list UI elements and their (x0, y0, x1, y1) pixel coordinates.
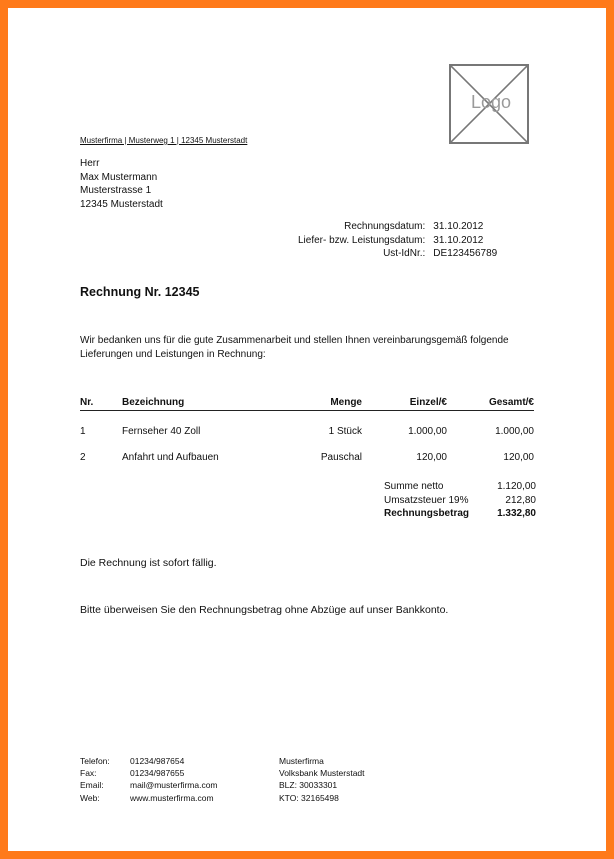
due-text: Die Rechnung ist sofort fällig. (80, 557, 217, 569)
invoice-page (8, 8, 606, 851)
recipient-city: 12345 Musterstadt (80, 198, 163, 210)
footer-value: www.musterfirma.com (130, 792, 214, 803)
recipient-name: Max Mustermann (80, 171, 158, 183)
intro-text: Wir bedanken uns für die gute Zusammenarbeit und stellen Ihnen vereinbarungsgemäß folgende Lieferungen und Leistungen in Rechnung: (80, 335, 509, 360)
meta-label: Liefer- bzw. Leistungsdatum: (298, 234, 426, 246)
totals-block (384, 480, 536, 521)
footer-label: Web: (80, 792, 100, 803)
footer-value: mail@musterfirma.com (130, 780, 218, 791)
footer-label: Email: (80, 780, 104, 791)
row-total: 120,00 (503, 452, 534, 463)
meta-label: Ust-IdNr.: (383, 248, 426, 259)
totals-value: 1.332,80 (497, 508, 536, 519)
footer-bank-line: Volksbank Musterstadt (279, 768, 365, 779)
footer-value: 01234/987654 (130, 756, 185, 766)
row-desc: Anfahrt und Aufbauen (122, 452, 219, 463)
footer-contact (80, 755, 218, 804)
footer-label: Fax: (80, 768, 97, 779)
meta-value: DE123456789 (433, 248, 498, 259)
row-qty: Pauschal (320, 452, 362, 463)
row-total: 1.000,00 (495, 426, 534, 437)
totals-label: Rechnungsbetrag (384, 508, 470, 519)
row-qty: 1 Stück (328, 426, 362, 437)
payment-text: Bitte überweisen Sie den Rechnungsbetrag ohne Abzüge auf unser Bankkonto. (80, 604, 449, 616)
totals-label: Summe netto (384, 481, 444, 492)
footer-row (80, 755, 218, 767)
footer-row (80, 779, 218, 791)
recipient-salutation: Herr (80, 158, 100, 169)
meta-row (298, 247, 497, 261)
footer-bank-line: KTO: 32165498 (279, 792, 339, 803)
header-nr: Nr. (80, 397, 122, 411)
footer-bank (279, 755, 365, 804)
invoice-meta (298, 220, 497, 261)
recipient-address (80, 157, 163, 211)
meta-row (298, 220, 497, 234)
meta-row (298, 234, 497, 248)
header-total: Gesamt/€ (447, 397, 534, 411)
row-unit: 120,00 (416, 452, 447, 463)
header-qty: Menge (282, 397, 362, 411)
logo-placeholder (449, 64, 529, 144)
items-table (80, 397, 534, 463)
footer-label: Telefon: (80, 756, 110, 766)
footer-value: 01234/987655 (130, 768, 185, 779)
header-unit: Einzel/€ (362, 397, 447, 411)
row-desc: Fernseher 40 Zoll (122, 426, 201, 437)
footer-bank-line: Musterfirma (279, 756, 324, 766)
row-nr: 1 (80, 426, 86, 437)
totals-row (384, 480, 536, 494)
logo-text: Logo (470, 92, 512, 112)
header-desc: Bezeichnung (122, 397, 282, 411)
totals-row-grand (384, 507, 536, 521)
totals-row (384, 494, 536, 508)
meta-value: 31.10.2012 (433, 221, 484, 232)
table-row (80, 411, 534, 438)
table-header-row (80, 397, 534, 411)
meta-value: 31.10.2012 (433, 234, 484, 246)
invoice-title: Rechnung Nr. 12345 (80, 285, 200, 299)
totals-value: 212,80 (505, 494, 536, 506)
footer-row (80, 767, 218, 779)
table-row (80, 437, 534, 463)
sender-line: Musterfirma | Musterweg 1 | 12345 Musterstadt (80, 136, 248, 145)
recipient-street: Musterstrasse 1 (80, 185, 152, 196)
footer-row (80, 792, 218, 804)
row-unit: 1.000,00 (408, 426, 447, 437)
meta-label: Rechnungsdatum: (344, 221, 426, 232)
footer-bank-line: BLZ: 30033301 (279, 780, 338, 791)
totals-value: 1.120,00 (497, 481, 536, 492)
totals-label: Umsatzsteuer 19% (384, 494, 469, 506)
row-nr: 2 (80, 452, 86, 463)
